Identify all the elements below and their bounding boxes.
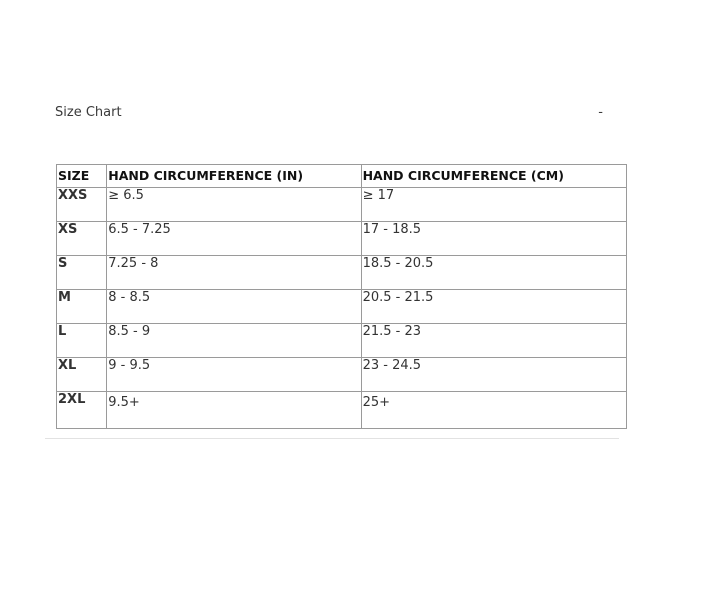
table-row xyxy=(57,222,627,256)
inches-cell: 6.5 - 7.25 xyxy=(107,222,361,256)
size-chart-table xyxy=(56,164,627,429)
section-divider xyxy=(45,438,619,439)
table-header-row xyxy=(57,165,627,188)
inches-cell: 7.25 - 8 xyxy=(107,256,361,290)
centimeters-cell: ≥ 17 xyxy=(361,188,626,222)
inches-cell: 8 - 8.5 xyxy=(107,290,361,324)
size-cell: XS xyxy=(57,222,107,256)
header-size: SIZE xyxy=(57,165,107,188)
size-cell: S xyxy=(57,256,107,290)
size-cell: XL xyxy=(57,358,107,392)
centimeters-cell: 25+ xyxy=(361,392,626,429)
inches-cell: 8.5 - 9 xyxy=(107,324,361,358)
size-chart-title: Size Chart xyxy=(55,105,122,120)
size-cell: L xyxy=(57,324,107,358)
centimeters-cell: 23 - 24.5 xyxy=(361,358,626,392)
table-row xyxy=(57,188,627,222)
centimeters-cell: 17 - 18.5 xyxy=(361,222,626,256)
header-hand-circumference-in: HAND CIRCUMFERENCE (IN) xyxy=(107,165,361,188)
header-hand-circumference-cm: HAND CIRCUMFERENCE (CM) xyxy=(361,165,626,188)
table-row xyxy=(57,256,627,290)
table-row xyxy=(57,324,627,358)
inches-cell: ≥ 6.5 xyxy=(107,188,361,222)
size-cell: XXS xyxy=(57,188,107,222)
table-row xyxy=(57,392,627,429)
inches-cell: 9.5+ xyxy=(107,392,361,429)
centimeters-cell: 21.5 - 23 xyxy=(361,324,626,358)
centimeters-cell: 20.5 - 21.5 xyxy=(361,290,626,324)
centimeters-cell: 18.5 - 20.5 xyxy=(361,256,626,290)
table-row xyxy=(57,358,627,392)
inches-cell: 9 - 9.5 xyxy=(107,358,361,392)
size-chart-accordion-header[interactable] xyxy=(55,104,603,124)
size-cell: M xyxy=(57,290,107,324)
collapse-toggle-icon[interactable]: - xyxy=(598,105,603,120)
size-cell: 2XL xyxy=(57,392,107,429)
table-row xyxy=(57,290,627,324)
